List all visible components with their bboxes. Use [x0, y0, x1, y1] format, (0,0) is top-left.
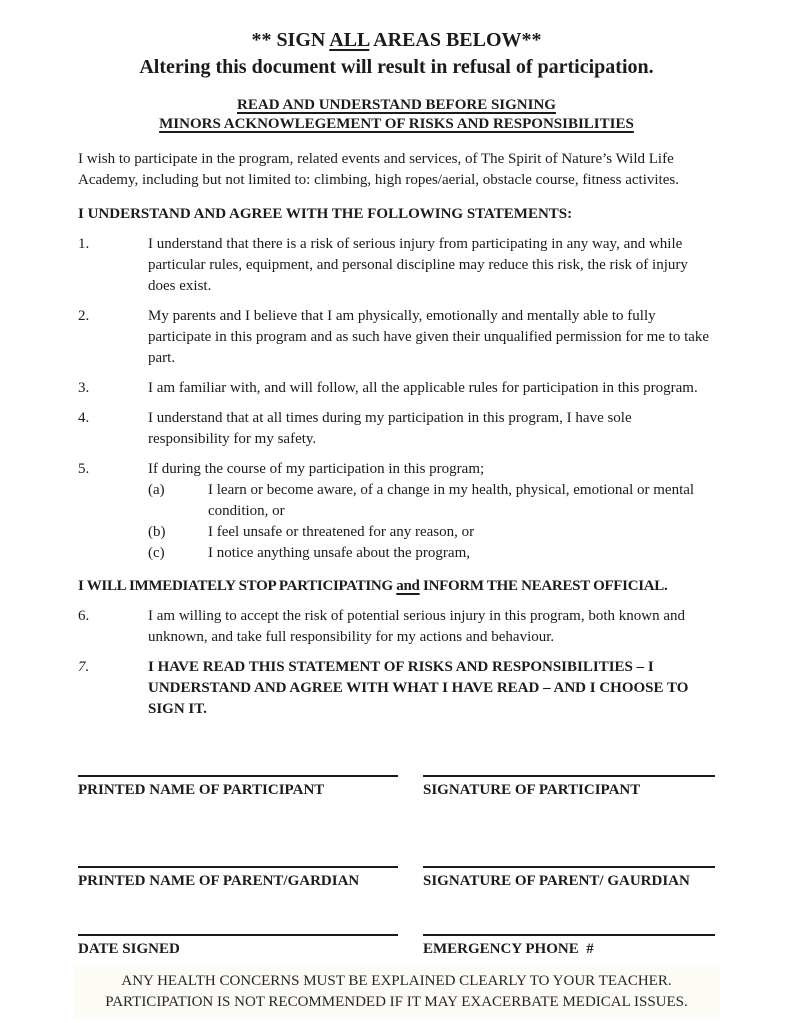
minors-acknowledgement-heading: MINORS ACKNOWLEGEMENT OF RISKS AND RESPONSIBILITIES [159, 116, 634, 132]
form-subheader [78, 96, 715, 134]
signature-section [78, 775, 715, 960]
statement-item-2 [78, 306, 715, 369]
statement-text: I am familiar with, and will follow, all the applicable rules for participation in this program. [148, 380, 698, 396]
statement-item-5 [78, 459, 715, 564]
date-signed-label: DATE SIGNED [78, 941, 180, 957]
stop-instruction-suffix: INFORM THE NEAREST OFFICIAL. [419, 578, 668, 594]
altering-warning-line: Altering this document will result in refusal of participation. [139, 56, 654, 78]
page-title-underlined-word: ALL [329, 29, 370, 51]
statement-item-1 [78, 234, 715, 297]
emergency-phone-line[interactable] [423, 934, 715, 936]
statement-subitem-b [148, 522, 715, 543]
stop-instruction-underlined-word: and [396, 578, 420, 594]
intro-paragraph: I wish to participate in the program, related events and services, of The Spirit of Nature’s Wild Life Academy, including but not limited to: climbing, high ropes/aerial, obstacle course, fitness activites. [78, 151, 679, 188]
statement-text: My parents and I believe that I am physically, emotionally and mentally able to fully participate in this program and as such have given their unqualified permission for me to take part. [148, 308, 710, 366]
date-signed-line[interactable] [78, 934, 398, 936]
statement-number: 1. [78, 236, 90, 252]
subitem-letter: (c) [148, 545, 165, 561]
health-concerns-note-line1: ANY HEALTH CONCERNS MUST BE EXPLAINED CLEARLY TO YOUR TEACHER. [121, 973, 672, 989]
statement-number: 5. [78, 461, 90, 477]
read-before-signing-heading: READ AND UNDERSTAND BEFORE SIGNING [237, 97, 556, 113]
participant-printed-name-signing-line[interactable] [78, 775, 398, 777]
health-concerns-note [73, 964, 720, 1020]
statement-subitem-a [148, 480, 715, 522]
emergency-phone-label: EMERGENCY PHONE # [423, 941, 594, 957]
statement-text: I understand that there is a risk of serious injury from participating in any way, and while particular rules, equipment, and personal discipline may reduce this risk, the risk of injury does exist. [148, 236, 688, 294]
statement-item-3 [78, 378, 715, 399]
participant-signature-label: SIGNATURE OF PARTICIPANT [423, 782, 641, 798]
subitem-letter: (b) [148, 524, 166, 540]
parent-printed-name-signing-line[interactable] [78, 866, 398, 868]
statement-number: 4. [78, 410, 90, 426]
statement-item-6 [78, 606, 715, 648]
statement-number: 2. [78, 308, 90, 324]
participant-signature-signing-line[interactable] [423, 775, 715, 777]
stop-instruction-prefix: I WILL IMMEDIATELY STOP PARTICIPATING [78, 578, 397, 594]
health-concerns-note-line2: PARTICIPATION IS NOT RECOMMENDED IF IT MAY EXACERBATE MEDICAL ISSUES. [105, 994, 688, 1010]
statement-text: I understand that at all times during my participation in this program, I have sole responsibility for my safety. [148, 410, 632, 447]
subitem-text: I notice anything unsafe about the program, [208, 545, 471, 561]
participant-printed-name-label: PRINTED NAME OF PARTICIPANT [78, 782, 325, 798]
page-title-prefix: ** SIGN [251, 29, 330, 51]
page-title [78, 27, 715, 54]
statement-item-4 [78, 408, 715, 450]
statement-text: If during the course of my participation in this program; [148, 461, 485, 477]
statement-text: I am willing to accept the risk of potential serious injury in this program, both known and unknown, and take full responsibility for my actions and behaviour. [148, 608, 685, 645]
subitem-text: I feel unsafe or threatened for any reason, or [208, 524, 475, 540]
statement-number: 6. [78, 608, 90, 624]
statements-heading: I UNDERSTAND AND AGREE WITH THE FOLLOWING STATEMENTS: [78, 206, 573, 222]
statement-number: 7. [78, 659, 90, 675]
parent-signature-label: SIGNATURE OF PARENT/ GAURDIAN [423, 873, 690, 889]
statement-subitem-c [148, 543, 715, 564]
parent-printed-name-label: PRINTED NAME OF PARENT/GARDIAN [78, 873, 360, 889]
stop-participating-instruction [78, 576, 715, 597]
parent-signature-signing-line[interactable] [423, 866, 715, 868]
subitem-text: I learn or become aware, of a change in my health, physical, emotional or mental condition, or [208, 482, 695, 519]
statement-number: 3. [78, 380, 90, 396]
statement-text: I HAVE READ THIS STATEMENT OF RISKS AND RESPONSIBILITIES – I UNDERSTAND AND AGREE WITH WHAT I HAVE READ – AND I CHOOSE TO SIGN IT. [148, 659, 689, 717]
statement-item-7 [78, 657, 715, 720]
subitem-letter: (a) [148, 482, 165, 498]
page-title-suffix: AREAS BELOW** [369, 29, 542, 51]
